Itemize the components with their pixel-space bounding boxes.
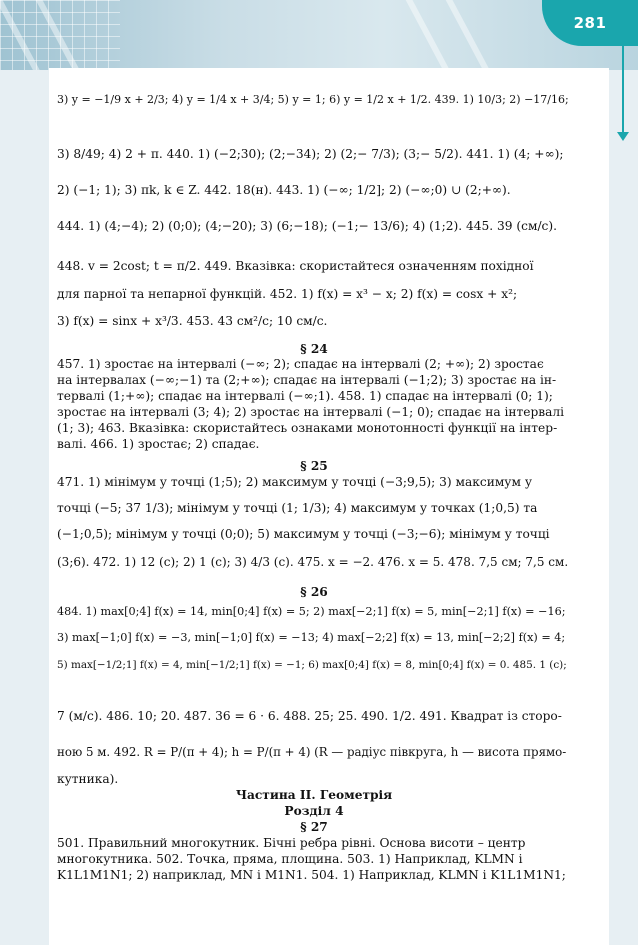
section-heading: § 25 (300, 459, 328, 473)
section-heading: Розділ 4 (284, 804, 344, 818)
answer-line: 444. 1) (4;−4); 2) (0;0); (4;−20); 3) (6;−18); (−1;− 13/6); 4) (1;2). 445. 39 (см/с). (57, 219, 558, 233)
section-heading: § 26 (300, 585, 328, 599)
answer-line: 3) max[−1;0] f(x) = −3, min[−1;0] f(x) = −13; 4) max[−2;2] f(x) = 13, min[−2;2] f(x) = 4; (57, 631, 566, 644)
answer-line: ною 5 м. 492. R = P/(π + 4); h = P/(π + 4) (R — радіус півкруга, h — висота прямо- (57, 745, 567, 759)
answer-line: точці (−5; 37 1/3); мінімум у точці (1; 1/3); 4) максимум у точках (1;0,5) та (57, 501, 538, 515)
answer-line: кутника). (57, 772, 119, 786)
answer-line: (3;6). 472. 1) 12 (с); 2) 1 (с); 3) 4/3 (с). 475. x = −2. 476. x = 5. 478. 7,5 см; 7,5 см. (57, 555, 569, 569)
answer-line: 3) 8/49; 4) 2 + π. 440. 1) (−2;30); (2;−34); 2) (2;− 7/3); (3;− 5/2). 441. 1) (4; +∞); (57, 147, 564, 161)
page-number: 281 (573, 14, 607, 32)
answer-line: 501. Правильний многокутник. Бічні ребра рівні. Основа висоти – центр (57, 836, 526, 850)
answer-line: тервалі (1;+∞); спадає на інтервалі (−∞;1). 458. 1) спадає на інтервалі (0; 1); (57, 389, 553, 403)
section-heading: § 24 (300, 342, 328, 356)
answer-line: 3) f(x) = sinx + x³/3. 453. 43 см²/с; 10 см/с. (57, 314, 328, 328)
section-heading: § 27 (300, 820, 328, 834)
answer-line: на інтервалах (−∞;−1) та (2;+∞); спадає на інтервалі (−1;2); 3) зростає на ін- (57, 373, 557, 387)
answer-line: 457. 1) зростає на інтервалі (−∞; 2); спадає на інтервалі (2; +∞); 2) зростає (57, 357, 544, 371)
answer-line: 3) y = −1/9 x + 2/3; 4) y = 1/4 x + 3/4; 5) y = 1; 6) y = 1/2 x + 1/2. 439. 1) 10/3; 2) −17/16; (57, 93, 569, 106)
answer-line: 7 (м/с). 486. 10; 20. 487. 36 = 6 · 6. 488. 25; 25. 490. 1/2. 491. Квадрат із сторо- (57, 709, 562, 723)
answer-line: 471. 1) мінімум у точці (1;5); 2) максимум у точці (−3;9,5); 3) максимум у (57, 475, 532, 489)
section-heading: Частина II. Геометрія (235, 788, 393, 802)
answer-line: K1L1M1N1; 2) наприклад, MN і M1N1. 504. 1) Наприклад, KLMN і K1L1M1N1; (57, 868, 566, 882)
answer-line: зростає на інтервалі (3; 4); 2) зростає на інтервалі (−1; 0); спадає на інтервалі (57, 405, 565, 419)
answer-line: 484. 1) max[0;4] f(x) = 14, min[0;4] f(x) = 5; 2) max[−2;1] f(x) = 5, min[−2;1] f(x) = −16; (57, 605, 566, 618)
answer-line: многокутника. 502. Точка, пряма, площина. 503. 1) Наприклад, KLMN і (57, 852, 523, 866)
answer-line: для парної та непарної функцій. 452. 1) f(x) = x³ − x; 2) f(x) = cosx + x²; (57, 287, 518, 301)
answer-line: 2) (−1; 1); 3) πk, k ∈ Z. 442. 18(н). 443. 1) (−∞; 1/2]; 2) (−∞;0) ∪ (2;+∞). (57, 183, 511, 197)
answer-line: (−1;0,5); мінімум у точці (0;0); 5) максимум у точці (−3;−6); мінімум у точці (57, 527, 550, 541)
answer-line: 448. v = 2cost; t = π/2. 449. Вказівка: скористайтеся означенням похідної (57, 259, 534, 273)
down-arrow-icon (617, 132, 629, 141)
answer-line: валі. 466. 1) зростає; 2) спадає. (57, 437, 260, 451)
side-marker-line (622, 30, 624, 134)
answer-line: (1; 3); 463. Вказівка: скористайтесь ознаками монотонності функції на інтер- (57, 421, 558, 435)
answer-line: 5) max[−1/2;1] f(x) = 4, min[−1/2;1] f(x) = −1; 6) max[0;4] f(x) = 8, min[0;4] f(x) = 0. 485. 1 (с); (57, 659, 567, 671)
decorative-stripe (440, 0, 506, 70)
